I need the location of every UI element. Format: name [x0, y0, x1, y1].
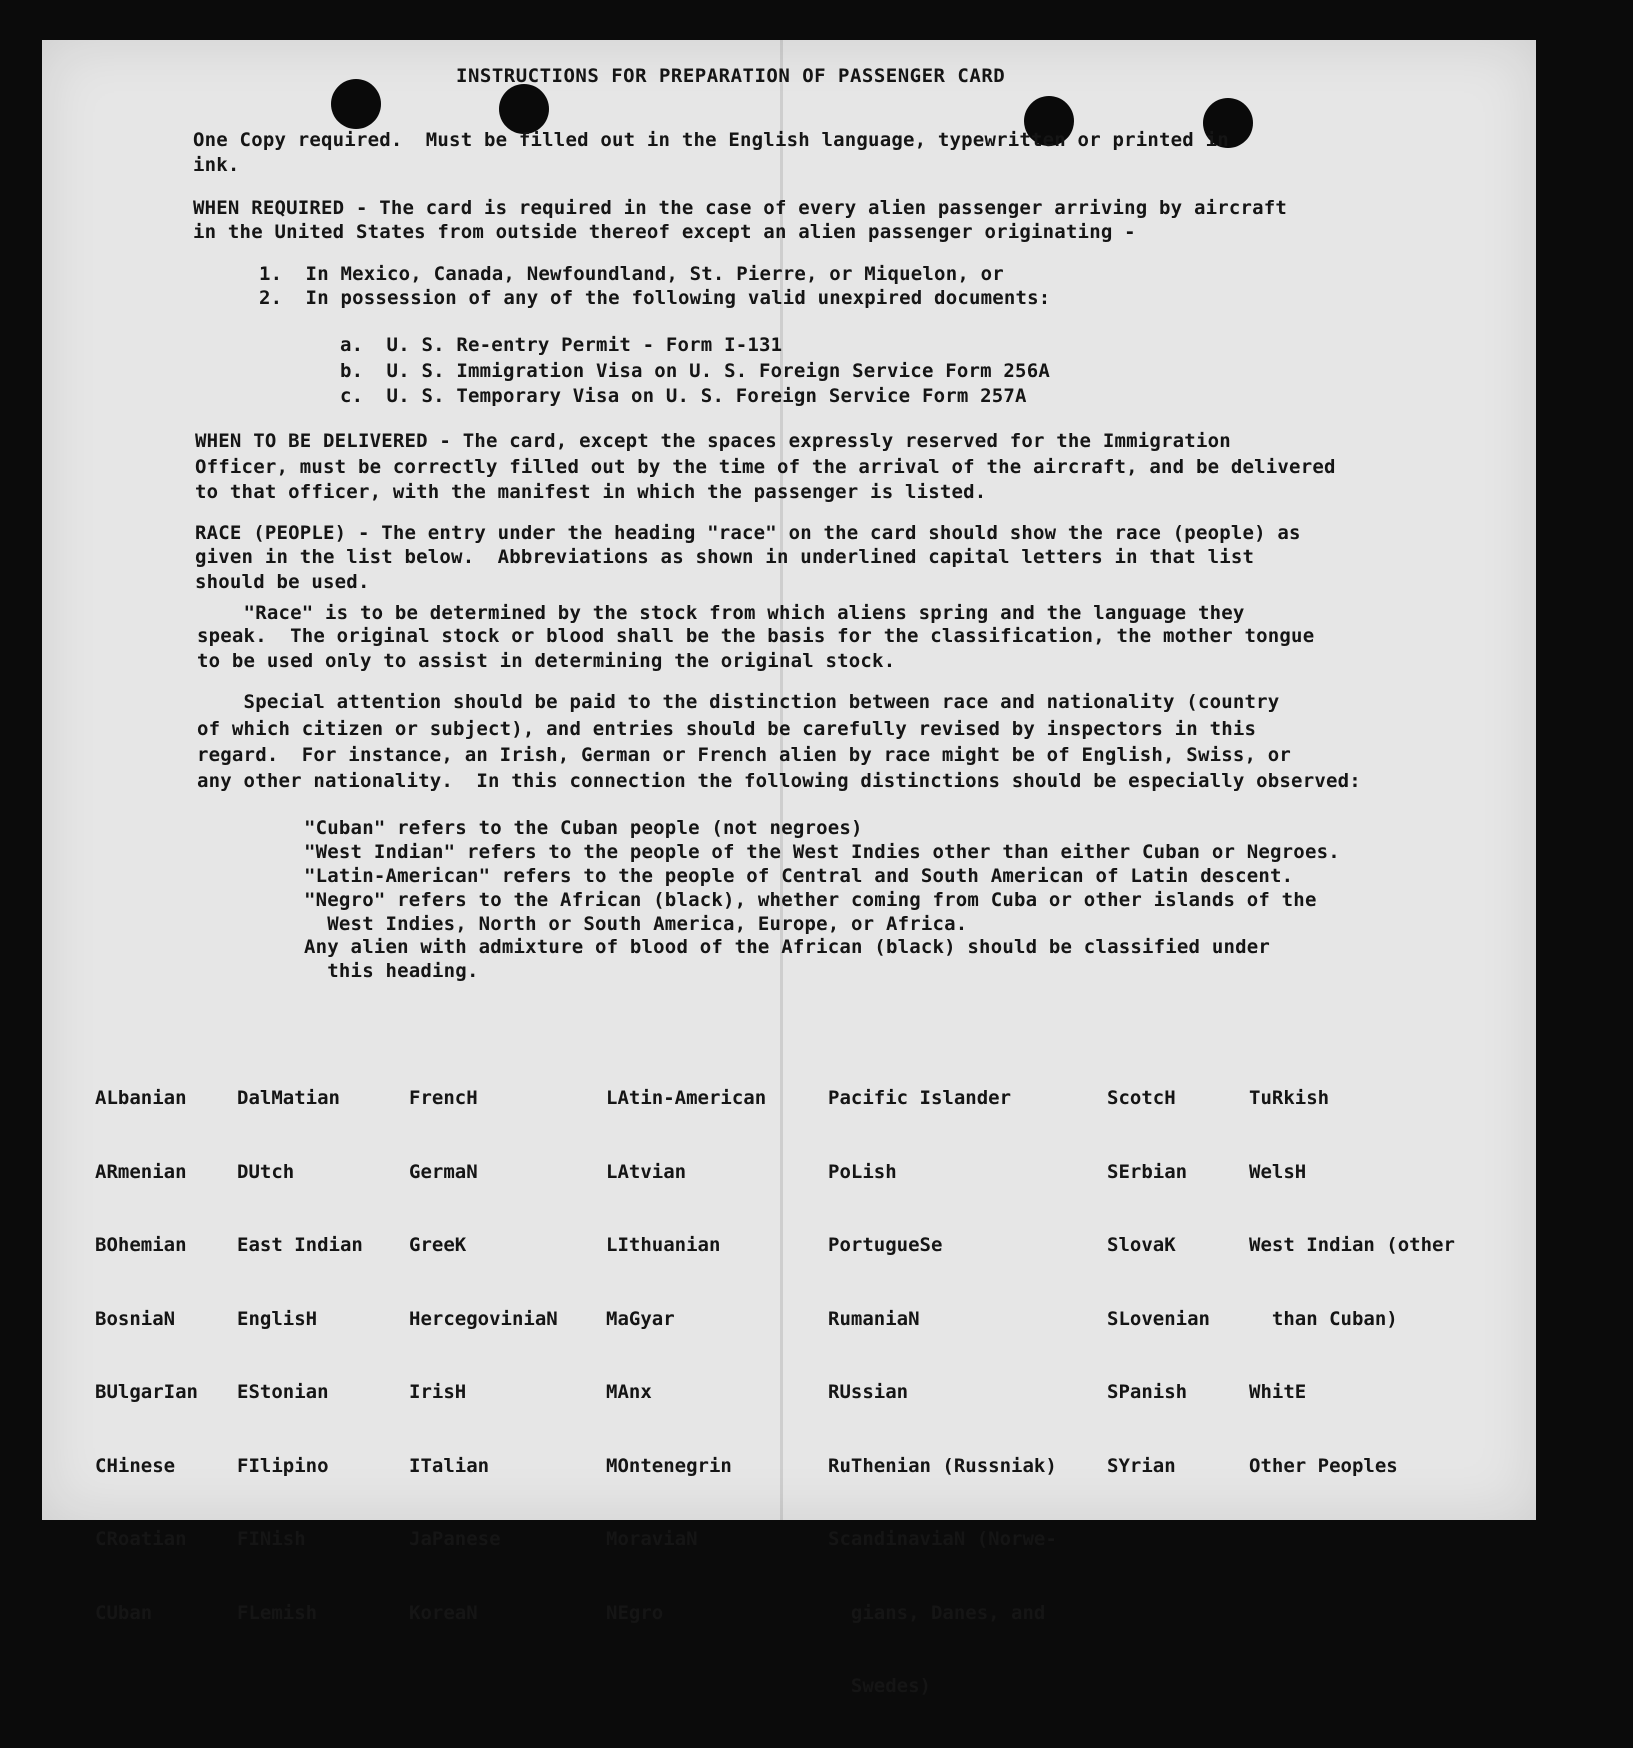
- race-entry: WhitE: [1249, 1381, 1307, 1403]
- race-entry: LAtvian: [606, 1160, 687, 1183]
- race-entry: East Indian: [237, 1234, 363, 1256]
- race-entry: Swedes): [828, 1675, 931, 1697]
- race-entry: MaGyar: [606, 1307, 675, 1330]
- race-entry: than Cuban): [1249, 1307, 1398, 1330]
- race-entry: ARmenian: [95, 1160, 187, 1183]
- race-entry: LIthuanian: [606, 1234, 721, 1256]
- race-entry: RuThenian (Russniak): [828, 1454, 1057, 1477]
- race-entry: ScotcH: [1107, 1087, 1176, 1109]
- race-entry: MOntenegrin: [606, 1454, 732, 1477]
- race-entry: WelsH: [1249, 1160, 1307, 1183]
- race-entry: West Indian (other: [1249, 1234, 1455, 1256]
- race-entry: MoraviaN: [606, 1528, 698, 1550]
- race-entry: IrisH: [409, 1381, 467, 1403]
- race-entry: DalMatian: [237, 1087, 340, 1109]
- race-entry: Other Peoples: [1249, 1454, 1398, 1477]
- race-entry: LAtin-American: [606, 1087, 767, 1109]
- race-entry: CUban: [95, 1601, 153, 1624]
- race-entry: RumaniaN: [828, 1307, 920, 1330]
- race-entry: SlovaK: [1107, 1234, 1176, 1256]
- distinction-line-1: "Cuban" refers to the Cuban people (not negroes): [304, 817, 863, 839]
- punch-hole-2: [499, 84, 549, 134]
- special-attention-line-3: regard. For instance, an Irish, German or French alien by race might be of English, Swiss, or: [197, 744, 1292, 766]
- numbered-item-1: 1. In Mexico, Canada, Newfoundland, St. Pierre, or Miquelon, or: [259, 263, 1004, 285]
- race-list-column-6: [1107, 1037, 1210, 1527]
- punch-hole-1: [331, 79, 381, 129]
- race-list-column-1: [95, 1037, 198, 1674]
- special-attention-line-2: of which citizen or subject), and entries should be carefully revised by inspectors in this: [197, 718, 1257, 740]
- race-entry: MAnx: [606, 1381, 652, 1403]
- when-delivered-line-3: to that officer, with the manifest in which the passenger is listed.: [195, 481, 987, 503]
- race-entry: KoreaN: [409, 1601, 478, 1624]
- race-entry: JaPanese: [409, 1528, 501, 1550]
- race-entry: Pacific Islander: [828, 1087, 1012, 1109]
- race-entry: PoLish: [828, 1160, 897, 1183]
- race-entry: DUtch: [237, 1160, 295, 1183]
- race-entry: BosniaN: [95, 1307, 176, 1330]
- race-intro-line-2: given in the list below. Abbreviations as shown in underlined capital letters in that list: [195, 546, 1255, 568]
- document-item-c: c. U. S. Temporary Visa on U. S. Foreign Service Form 257A: [340, 385, 1027, 407]
- race-entry: BOhemian: [95, 1234, 187, 1256]
- race-entry: ScandinaviaN (Norwe-: [828, 1528, 1057, 1550]
- numbered-item-2: 2. In possession of any of the following valid unexpired documents:: [259, 287, 1051, 309]
- race-entry: SErbian: [1107, 1160, 1188, 1183]
- special-attention-line-4: any other nationality. In this connection the following distinctions should be especially observed:: [197, 770, 1361, 792]
- document-item-b: b. U. S. Immigration Visa on U. S. Foreign Service Form 256A: [340, 360, 1050, 382]
- when-delivered-line-2: Officer, must be correctly filled out by the time of the arrival of the aircraft, and be delivered: [195, 456, 1336, 478]
- race-determined-line-1: "Race" is to be determined by the stock from which aliens spring and the language they: [197, 602, 1245, 624]
- race-entry: SYrian: [1107, 1454, 1176, 1477]
- race-entry: SLovenian: [1107, 1307, 1210, 1330]
- intro-line-1: One Copy required. Must be filled out in the English language, typewritten or printed in: [193, 129, 1229, 151]
- passenger-card-instructions-sheet: [42, 40, 1536, 1697]
- document-item-a: a. U. S. Re-entry Permit - Form I-131: [340, 334, 783, 356]
- when-delivered-line-1: WHEN TO BE DELIVERED - The card, except the spaces expressly reserved for the Immigration: [195, 430, 1231, 452]
- race-entry: FINish: [237, 1528, 306, 1550]
- intro-line-2: ink.: [193, 154, 240, 176]
- race-entry: CHinese: [95, 1454, 176, 1477]
- race-entry: gians, Danes, and: [828, 1601, 1046, 1624]
- race-entry: SPanish: [1107, 1381, 1188, 1403]
- race-entry: EStonian: [237, 1381, 329, 1403]
- race-entry: FrencH: [409, 1087, 478, 1109]
- race-list-column-2: [237, 1037, 363, 1674]
- when-required-line-2: in the United States from outside thereof except an alien passenger originating -: [193, 221, 1136, 243]
- when-required-line-1: WHEN REQUIRED - The card is required in the case of every alien passenger arriving by aircraft: [193, 197, 1288, 219]
- race-intro-line-1: RACE (PEOPLE) - The entry under the heading "race" on the card should show the race (people) as: [195, 522, 1301, 544]
- race-intro-line-3: should be used.: [195, 571, 370, 593]
- race-entry: BUlgarIan: [95, 1381, 198, 1403]
- race-list-column-7: [1249, 1037, 1455, 1527]
- race-entry: NEgro: [606, 1601, 664, 1624]
- document-title: INSTRUCTIONS FOR PREPARATION OF PASSENGER CARD: [456, 65, 1006, 87]
- distinction-line-2: "West Indian" refers to the people of the West Indies other than either Cuban or Negroes.: [304, 841, 1340, 863]
- distinction-line-4: "Negro" refers to the African (black), whether coming from Cuba or other islands of the: [304, 889, 1317, 911]
- race-determined-line-2: speak. The original stock or blood shall be the basis for the classification, the mother tongue: [197, 625, 1315, 647]
- distinction-line-3: "Latin-American" refers to the people of Central and South American of Latin descent.: [304, 865, 1294, 887]
- race-list-column-4: [606, 1037, 766, 1674]
- race-entry: PortugueSe: [828, 1234, 943, 1256]
- race-entry: ITalian: [409, 1454, 490, 1477]
- race-entry: CRoatian: [95, 1528, 187, 1550]
- race-entry: GreeK: [409, 1234, 467, 1256]
- special-attention-line-1: Special attention should be paid to the distinction between race and nationality (country: [197, 691, 1280, 713]
- distinction-line-5: West Indies, North or South America, Europe, or Africa.: [304, 913, 968, 935]
- race-list-column-5: [828, 1037, 1057, 1748]
- race-entry: FLemish: [237, 1601, 318, 1624]
- race-entry: ALbanian: [95, 1087, 187, 1109]
- race-entry: TuRkish: [1249, 1087, 1330, 1109]
- race-list-column-3: [409, 1037, 558, 1674]
- race-entry: HercegoviniaN: [409, 1307, 558, 1330]
- race-entry: GermaN: [409, 1160, 478, 1183]
- race-entry: FIlipino: [237, 1454, 329, 1477]
- distinction-line-7: this heading.: [304, 960, 479, 982]
- race-entry: RUssian: [828, 1381, 909, 1403]
- race-entry: EnglisH: [237, 1307, 318, 1330]
- race-determined-line-3: to be used only to assist in determining the original stock.: [197, 650, 896, 672]
- distinction-line-6: Any alien with admixture of blood of the African (black) should be classified under: [304, 936, 1271, 958]
